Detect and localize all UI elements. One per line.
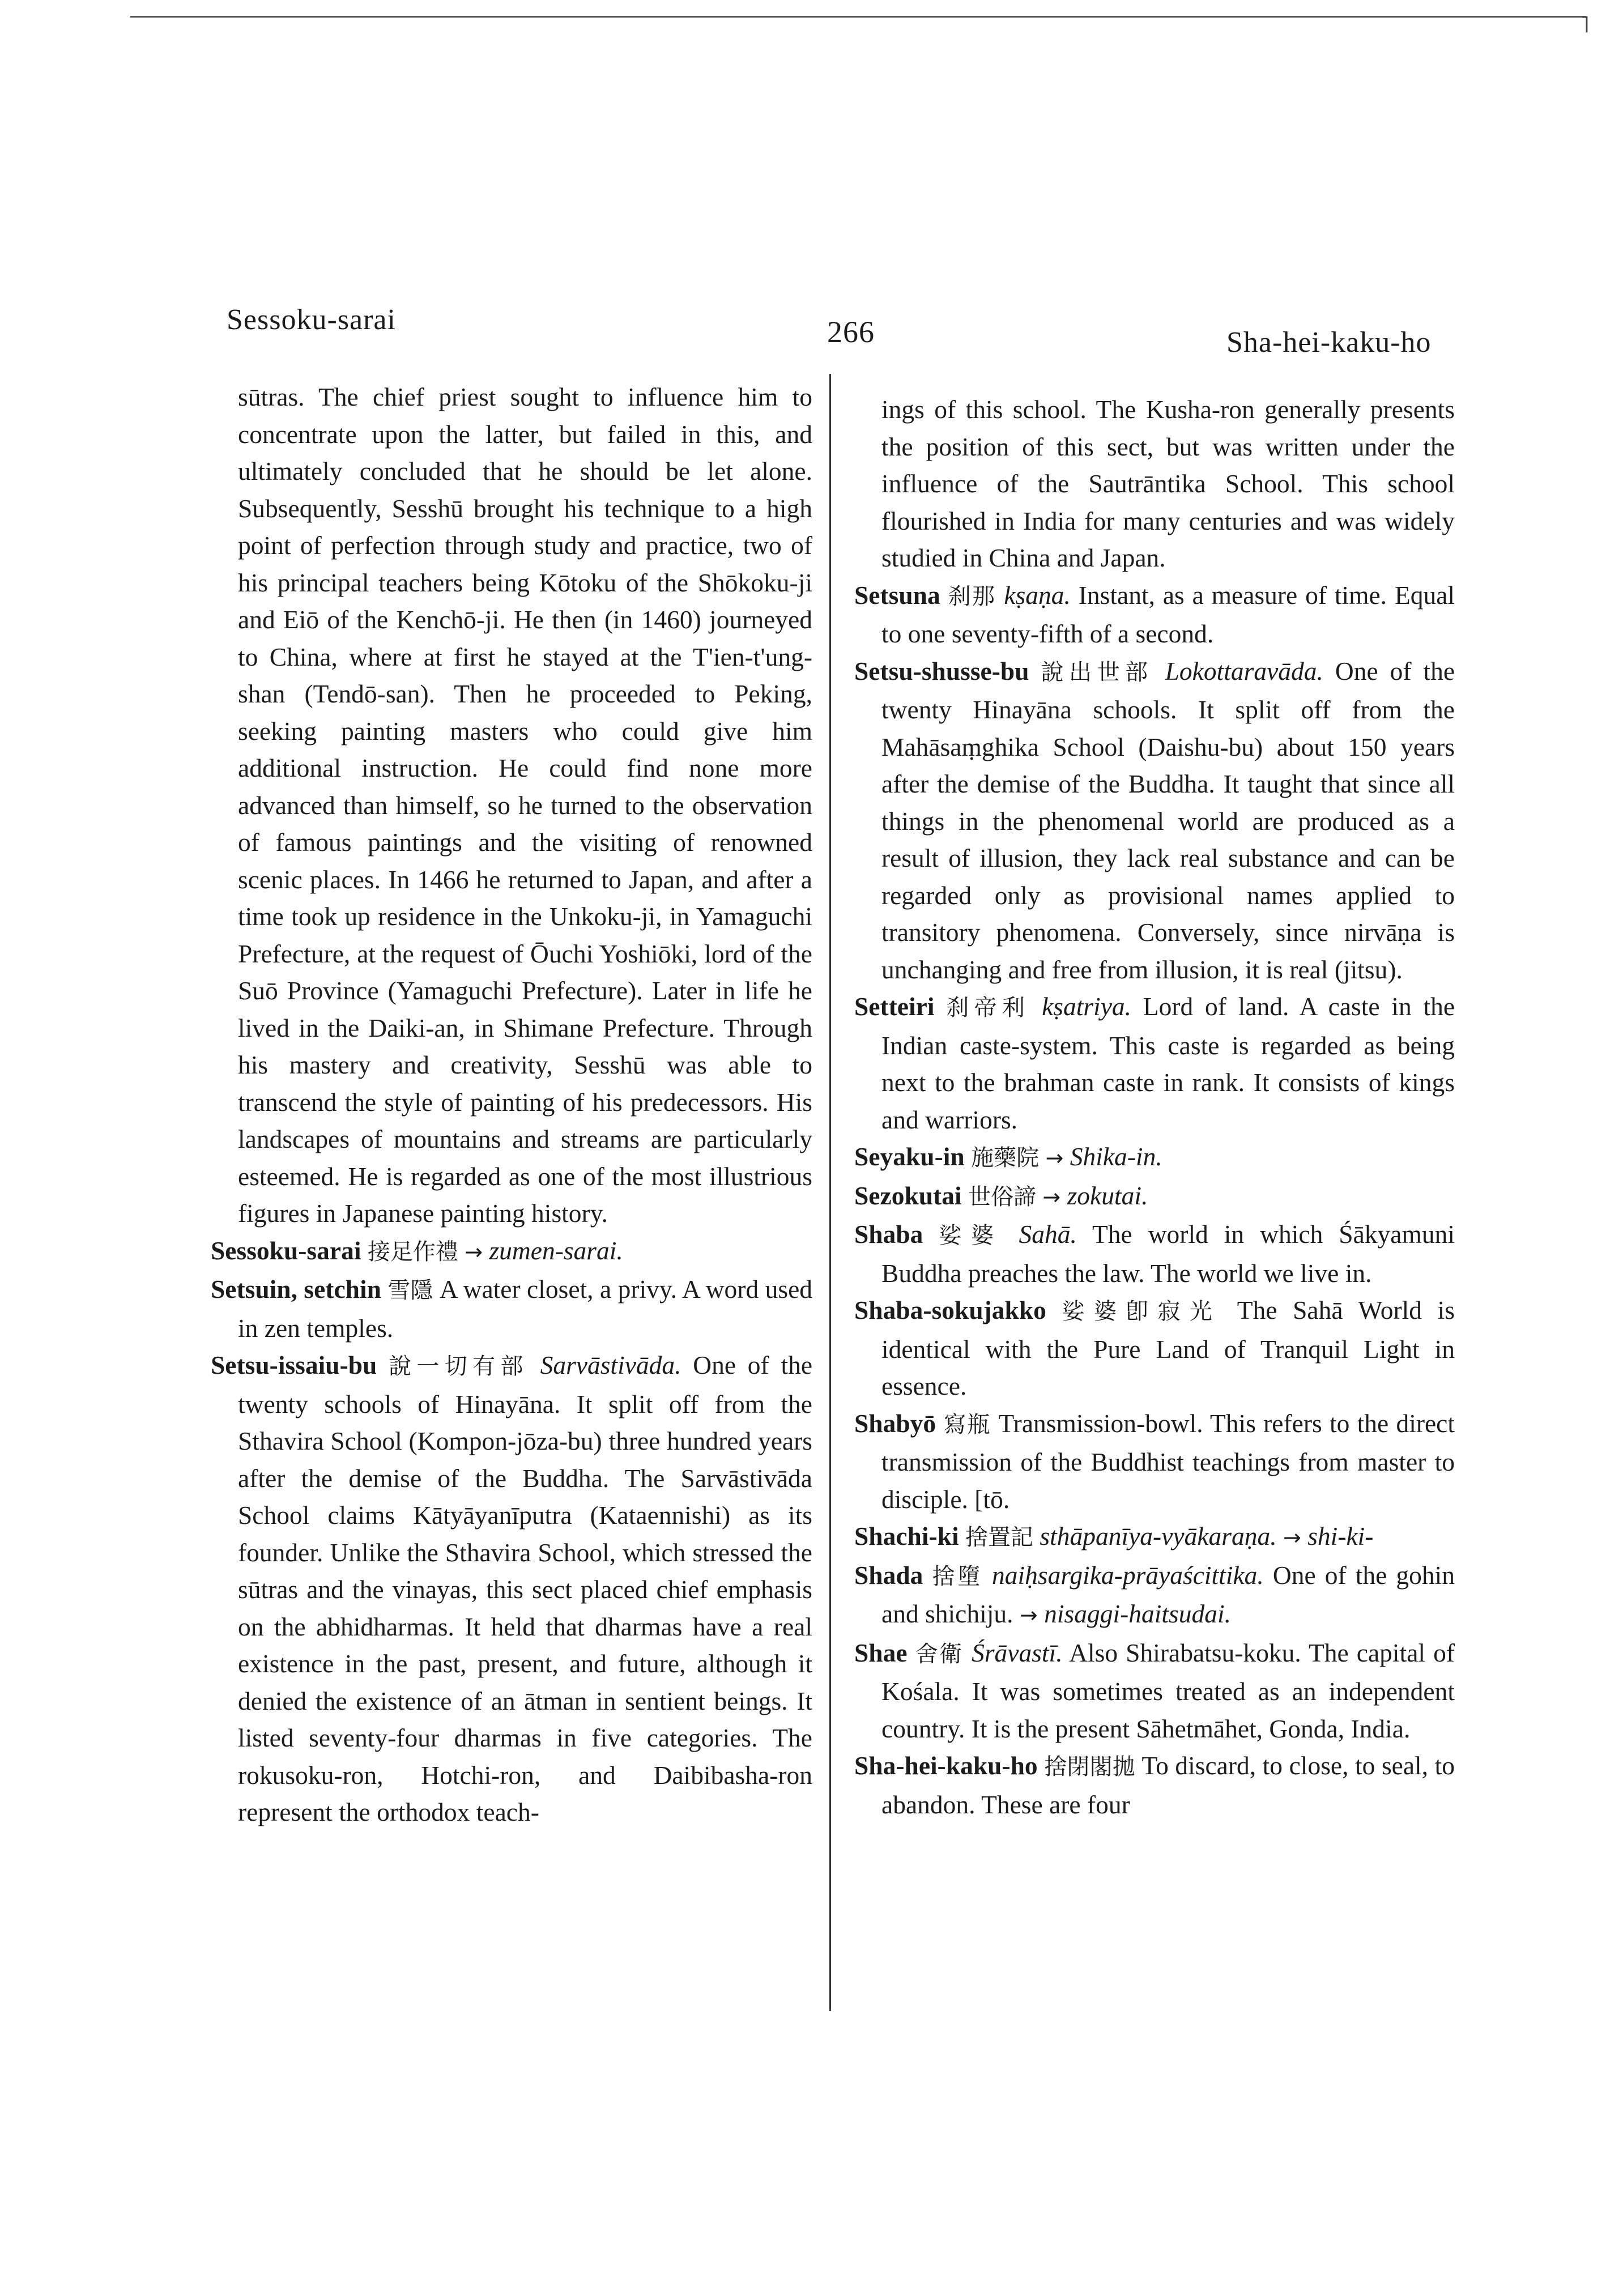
kanji: 接足作禮: [367, 1238, 458, 1265]
sanskrit-term: sthāpanīya-vyākaraṇa.: [1040, 1522, 1277, 1550]
sanskrit-term: kṣaṇa.: [1004, 580, 1071, 610]
definition: One of the twenty schools of Hinayāna. It split off from the Sthavira School (Kompon-jōza-bu) three hundred years after the demise of the Buddha. The Sarvāstivāda School claims Kātyāyanīputra (Kataennishi) as its founder. Unlike the Sthavira School, which stressed the sūtras and the vinayas, this sect placed chief emphasis on the abhidharmas. It held that dharmas have a real existence in the past, present, and future, although it denied the existence of an ātman in sentient beings. It listed seventy-four dharmas in five categories. The rokusoku-ron, Hotchi-ron, and Daibibasha-ron represent the orthodox teach-: [238, 1351, 813, 1826]
dictionary-entry: [854, 1634, 1455, 1748]
top-scan-rule: [130, 16, 1586, 18]
headword: Seyaku-in: [854, 1142, 965, 1171]
dictionary-entry: [854, 1405, 1455, 1518]
kanji: 捨閉閣拋: [1044, 1754, 1135, 1780]
kanji: 雪隱: [387, 1277, 433, 1304]
cross-reference: zokutai.: [1067, 1181, 1148, 1210]
dictionary-entry: [854, 1216, 1455, 1292]
arrow-icon: →: [1283, 1525, 1301, 1550]
definition: The Sahā World is identical with the Pure Land of Tranquil Light in essence.: [881, 1296, 1455, 1400]
sanskrit-term: naiḥsargika-prāyaścittika.: [991, 1560, 1264, 1590]
dictionary-entry: [211, 1232, 812, 1271]
headword: Setsu-issaiu-bu: [211, 1351, 377, 1379]
definition: The world in which Śākyamuni Buddha preaches the law. The world we live in.: [881, 1220, 1455, 1288]
dictionary-entry: [854, 1747, 1455, 1823]
dictionary-entry: [211, 1347, 812, 1831]
sanskrit-term: Lokottaravāda.: [1165, 656, 1323, 685]
headword: Shaba-sokujakko: [854, 1296, 1046, 1324]
cross-reference: nisaggi-haitsudai.: [1044, 1599, 1232, 1628]
dictionary-entry: [854, 653, 1455, 989]
headword: Setsu-shusse-bu: [854, 656, 1029, 685]
kanji: 捨墮: [932, 1563, 983, 1590]
dictionary-entry: [854, 1557, 1455, 1634]
headword: Sessoku-sarai: [211, 1236, 361, 1265]
kanji: 娑婆: [939, 1222, 1003, 1249]
kanji: 世俗諦: [968, 1183, 1036, 1210]
line-tail: [tō.: [974, 1484, 1010, 1514]
arrow-icon: →: [1045, 1145, 1064, 1170]
sanskrit-term: Sahā.: [1019, 1220, 1077, 1249]
headword: Shabyō: [854, 1408, 936, 1438]
continuation-text: sūtras. The chief priest sought to influence him to concentrate upon the latter, but failed in this, and ultimately concluded that he should be let alone. Subsequently, Sesshū brought his technique to a high point of perfection through study and practice, two of his principal teachers being Kōtoku of the Shōkoku-ji and Eiō of the Kenchō-ji. He then (in 1460) journeyed to China, where at first he stayed at the T'ien-t'ung-shan (Tendō-san). Then he proceeded to Peking, seeking painting masters who could give him additional instruction. He could find none more advanced than himself, so he turned to the observation of famous paintings and the visiting of renowned scenic places. In 1466 he returned to Japan, and after a time took up residence in the Unkoku-ji, in Yamaguchi Prefecture, at the request of Ōuchi Yoshiōki, lord of the Suō Province (Yamaguchi Prefecture). Later in life he lived in the Daiki-an, in Shimane Prefecture. Through his mastery and creativity, Sesshū was able to transcend the style of painting of his predecessors. His landscapes of mountains and streams are particularly esteemed. He is regarded as one of the most illustrious figures in Japanese painting history.: [238, 382, 812, 1228]
sanskrit-term: kṣatriya.: [1042, 992, 1132, 1021]
headword: Sezokutai: [854, 1181, 962, 1210]
continuation-text: ings of this school. The Kusha-ron generally presents the position of this sect, but was written under the influence of the Sautrāntika School. This school flourished in India for many centuries and was widely studied in China and Japan.: [881, 395, 1455, 572]
kanji: 舍衛: [915, 1641, 964, 1667]
kanji: 說出世部: [1041, 659, 1153, 685]
dictionary-entry: [854, 1292, 1455, 1405]
headword: Shachi-ki: [854, 1522, 959, 1550]
kanji: 刹那: [948, 583, 996, 610]
definition: A water closet, a privy. A word used in zen temples.: [238, 1275, 813, 1343]
definition: To discard, to close, to seal, to abandon. These are four: [881, 1751, 1455, 1819]
definition: One of the gohin and shichiju.: [881, 1560, 1455, 1628]
headword: Shada: [854, 1560, 923, 1590]
corner-mark: ˥: [1581, 12, 1590, 37]
dictionary-entry: [854, 988, 1455, 1138]
dictionary-entry: [854, 1177, 1455, 1216]
headword: Shae: [854, 1638, 908, 1667]
definition: Lord of land. A caste in the Indian caste-system. This caste is regarded as being next to the brahman caste in rank. It consists of kings and warriors.: [881, 992, 1455, 1134]
kanji: 寫瓶: [943, 1411, 991, 1438]
arrow-icon: →: [1042, 1184, 1061, 1209]
left-column: [211, 378, 812, 1831]
kanji: 說一切有部: [389, 1353, 529, 1379]
kanji: 捨置記: [965, 1524, 1033, 1550]
definition: Transmission-bowl. This refers to the direct transmission of the Buddhist teachings from master to disciple.: [881, 1408, 1455, 1514]
sanskrit-term: Sarvāstivāda.: [540, 1351, 681, 1379]
running-head-right: Sha-hei-kaku-ho: [1226, 326, 1432, 359]
right-column: [854, 391, 1455, 1823]
definition: Instant, as a measure of time. Equal to one seventy-fifth of a second.: [881, 580, 1455, 648]
cross-reference: shi-ki-: [1307, 1522, 1374, 1550]
arrow-icon: →: [465, 1239, 483, 1264]
headword: Setteiri: [854, 992, 935, 1021]
cross-reference: Shika-in.: [1070, 1142, 1162, 1171]
running-head-left: Sessoku-sarai: [227, 304, 396, 336]
dictionary-entry: [854, 1518, 1455, 1557]
dictionary-entry: [854, 577, 1455, 653]
definition: Also Shirabatsu-koku. The capital of Kośala. It was sometimes treated as an independent country. It is the present Sāhetmāhet, Gonda, India.: [881, 1638, 1455, 1743]
dictionary-entry: [854, 1138, 1455, 1177]
kanji: 施藥院: [971, 1145, 1040, 1171]
headword: Setsuna: [854, 580, 940, 610]
arrow-icon: →: [1019, 1603, 1038, 1628]
definition: One of the twenty Hinayāna schools. It split off from the Mahāsaṃghika School (Daishu-bu) about 150 years after the demise of the Buddha. It taught that since all things in the phenomenal world are produced as a result of illusion, they lack real substance and can be regarded only as provisional names applied to transitory phenomena. Conversely, since nirvāṇa is unchanging and free from illusion, it is real (jitsu).: [881, 656, 1455, 984]
column-divider: [829, 374, 831, 2011]
sanskrit-term: Śrāvastī.: [972, 1638, 1063, 1667]
headword: Sha-hei-kaku-ho: [854, 1751, 1038, 1780]
headword: Setsuin, setchin: [211, 1275, 381, 1304]
page-number: 266: [827, 315, 875, 349]
headword: Shaba: [854, 1220, 923, 1249]
cross-reference: zumen-sarai.: [489, 1236, 623, 1265]
kanji: 刹帝利: [946, 995, 1030, 1021]
kanji: 娑婆卽寂光: [1062, 1298, 1222, 1324]
dictionary-entry: [211, 1271, 812, 1347]
